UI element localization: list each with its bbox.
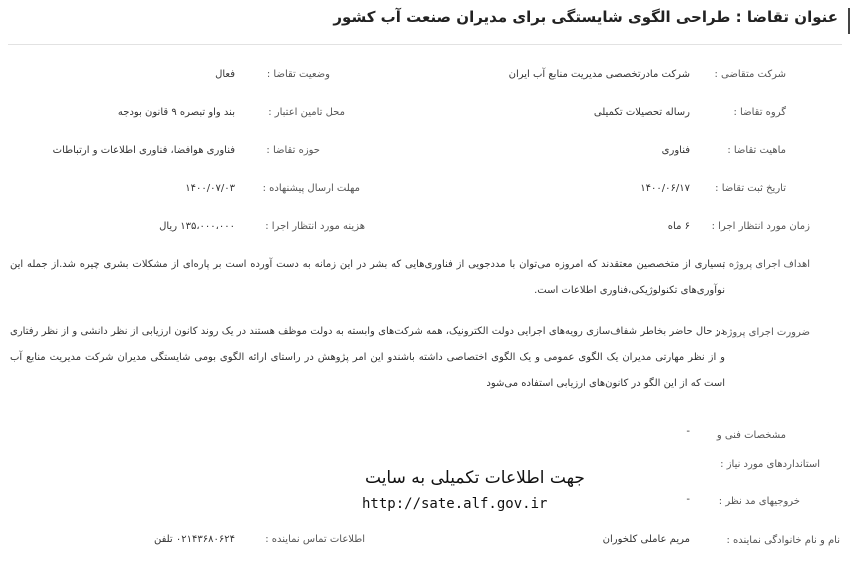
status-value: فعال	[215, 69, 235, 80]
applicant-label: شرکت متقاضی :	[714, 69, 786, 80]
deadline-label: مهلت ارسال پیشنهاده :	[262, 183, 360, 194]
rep-label: نام و نام خانوادگی نماینده :	[726, 535, 840, 546]
promo-line: جهت اطلاعات تکمیلی به سایت	[365, 468, 585, 488]
group-label: گروه تقاضا :	[733, 107, 786, 118]
outputs-label: خروجیهای مد نظر :	[718, 496, 800, 507]
necessity-text: در حال حاضر بخاطر شفاف‌سازی رویه‌های اجرایی دولت الکترونیک، همه شرکت‌های وابسته به دولت موظف هستند در یک روند کانون ارزیابی از نظر دانشی و از نظر رفتاری و از نظر مهارتی مدیران یک الگوی عمومی و یک الگوی اختصاصی داشته باشندو این امر پژوهش در راستای ارائه الگوی بومی شایستگی مدیران شرکت مدیریت منابع آب است که از این الگو در کانون‌های ارزیابی استفاده می‌شود	[10, 326, 725, 389]
contact-label: اطلاعات تماس نماینده :	[265, 534, 365, 545]
applicant-value: شرکت مادرتخصصی مدیریت منابع آب ایران	[508, 69, 690, 80]
page-title: عنوان تقاضا : طراحی الگوی شایستگی برای مدیران صنعت آب کشور	[333, 8, 838, 26]
regdate-label: تاریخ ثبت تقاضا :	[715, 183, 786, 194]
cost-label: هزینه مورد انتظار اجرا :	[265, 221, 365, 232]
deadline-value: ۱۴۰۰/۰۷/۰۳	[185, 183, 235, 194]
goals-label: اهداف اجرای پروژه :	[722, 259, 810, 270]
domain-value: فناوری هوافضا، فناوری اطلاعات و ارتباطات	[52, 145, 235, 156]
specs-value: -	[686, 426, 690, 437]
group-value: رساله تحصیلات تکمیلی	[593, 107, 690, 118]
necessity-label: ضرورت اجرای پروژه :	[715, 327, 810, 338]
duration-value: ۶ ماه	[667, 221, 690, 232]
funding-value: بند واو تبصره ۹ قانون بودجه	[117, 107, 235, 118]
goals-text: بسیاری از متخصصین معتقدند که امروزه می‌توان با مددجویی از فناوری‌هایی که بشر در این زمانه به دست آورده است بر پاره‌ای از مشکلات بشری چیره شد.از جمله این نوآوری‌های تکنولوژیکی،فناوری اطلاعات است.	[10, 259, 725, 296]
contact-value: ۰۲۱۴۳۶۸۰۶۲۴ تلفن	[153, 534, 235, 545]
funding-label: محل تامین اعتبار :	[268, 107, 345, 118]
title-divider	[8, 44, 842, 45]
duration-label: زمان مورد انتظار اجرا :	[711, 221, 810, 232]
rep-value: مریم عاملی کلخوران	[602, 534, 690, 545]
specs-label-line1: مشخصات فنی و	[716, 430, 786, 441]
status-label: وضعیت تقاضا :	[266, 69, 330, 80]
regdate-value: ۱۴۰۰/۰۶/۱۷	[640, 183, 690, 194]
cost-value: ۱۳۵،۰۰۰،۰۰۰ ریال	[159, 221, 235, 232]
specs-label-line2: استانداردهای مورد نیاز :	[720, 459, 820, 470]
domain-label: حوزه تقاضا :	[266, 145, 320, 156]
nature-label: ماهیت تقاضا :	[727, 145, 786, 156]
nature-value: فناوری	[661, 145, 690, 156]
promo-url-link[interactable]: http://sate.alf.gov.ir	[362, 496, 548, 512]
outputs-value: -	[686, 494, 690, 505]
